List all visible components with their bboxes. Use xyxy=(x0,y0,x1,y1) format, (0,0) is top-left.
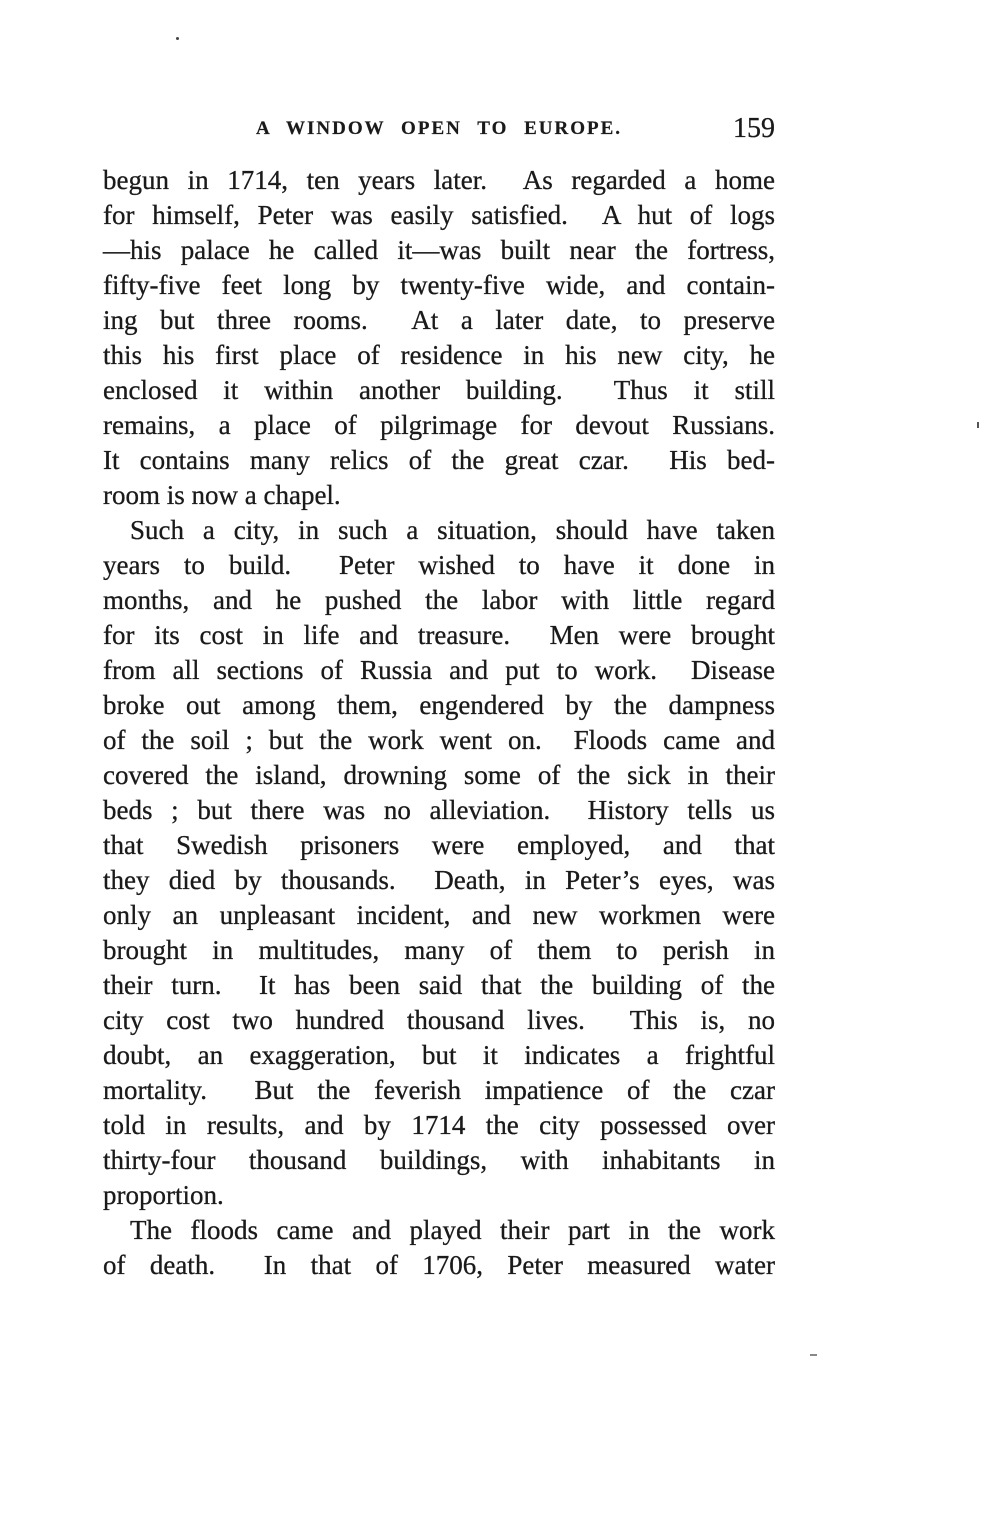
text-line: of the soil ; but the work went on. Floods came and xyxy=(103,725,775,755)
text-line: years to build. Peter wished to have it done in xyxy=(103,550,775,580)
page-number: 159 xyxy=(733,113,775,144)
text-line: It contains many relics of the great czar. His bed- xyxy=(103,445,775,475)
paragraph xyxy=(103,1213,775,1283)
text-line: Such a city, in such a situation, should have taken xyxy=(130,515,775,545)
page-header xyxy=(103,106,775,142)
text-line: fifty-five feet long by twenty-five wide, and contain- xyxy=(103,270,775,300)
text-line: city cost two hundred thousand lives. This is, no xyxy=(103,1005,775,1035)
text-line: they died by thousands. Death, in Peter’s eyes, was xyxy=(103,865,775,895)
text-line: —his palace he called it—was built near the fortress, xyxy=(103,235,775,265)
paragraph xyxy=(103,513,775,1213)
text-line: their turn. It has been said that the building of the xyxy=(103,970,775,1000)
text-line: for its cost in life and treasure. Men were brought xyxy=(103,620,775,650)
scan-speck-dash xyxy=(810,1354,817,1356)
text-line: this his first place of residence in his new city, he xyxy=(103,340,775,370)
text-line: proportion. xyxy=(103,1180,224,1210)
text-line: thirty-four thousand buildings, with inhabitants in xyxy=(103,1145,775,1175)
text-line: mortality. But the feverish impatience of the czar xyxy=(103,1075,775,1105)
text-line: of death. In that of 1706, Peter measured water xyxy=(103,1250,775,1280)
text-line: ing but three rooms. At a later date, to preserve xyxy=(103,305,775,335)
text-line: doubt, an exaggeration, but it indicates a frightful xyxy=(103,1040,775,1070)
text-line: only an unpleasant incident, and new workmen were xyxy=(103,900,775,930)
body-text xyxy=(103,163,775,1283)
text-line: remains, a place of pilgrimage for devout Russians. xyxy=(103,410,775,440)
text-line: that Swedish prisoners were employed, and that xyxy=(103,830,775,860)
text-line: begun in 1714, ten years later. As regarded a home xyxy=(103,165,775,195)
text-line: brought in multitudes, many of them to perish in xyxy=(103,935,775,965)
paragraph xyxy=(103,163,775,513)
scan-speck-tick xyxy=(977,422,979,428)
text-line: months, and he pushed the labor with little regard xyxy=(103,585,775,615)
text-line: covered the island, drowning some of the sick in their xyxy=(103,760,775,790)
running-title: A WINDOW OPEN TO EUROPE. xyxy=(255,118,623,139)
text-line: broke out among them, engendered by the dampness xyxy=(103,690,775,720)
scan-speck-dot xyxy=(176,37,179,40)
text-line: beds ; but there was no alleviation. History tells us xyxy=(103,795,775,825)
text-line: room is now a chapel. xyxy=(103,480,341,510)
text-line: from all sections of Russia and put to work. Disease xyxy=(103,655,775,685)
text-line: enclosed it within another building. Thus it still xyxy=(103,375,775,405)
text-line: for himself, Peter was easily satisfied. A hut of logs xyxy=(103,200,775,230)
text-line: told in results, and by 1714 the city possessed over xyxy=(103,1110,775,1140)
text-line: The floods came and played their part in the work xyxy=(130,1215,775,1245)
